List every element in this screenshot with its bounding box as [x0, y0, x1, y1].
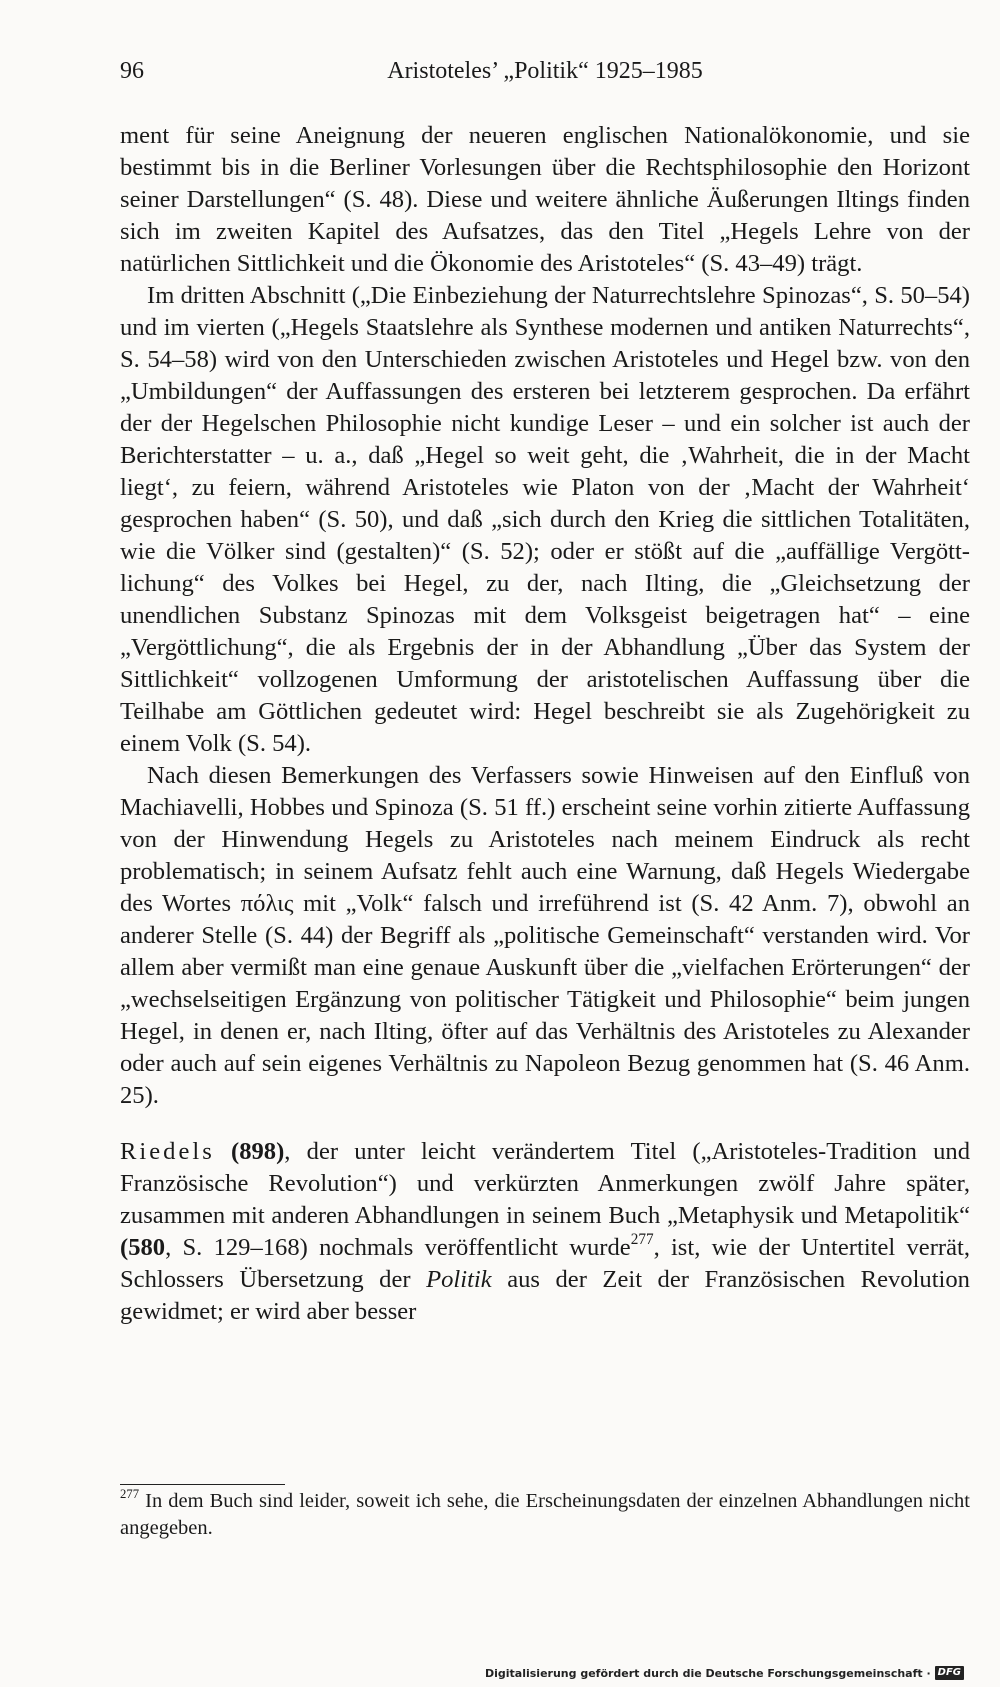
credit-text: Digitalisierung gefördert durch die Deutsche Forschungsgemeinschaft · — [484, 1666, 931, 1680]
footnote — [120, 1488, 970, 1542]
body-text — [120, 120, 970, 1328]
paragraph-4-part-a: , der unter leicht verändertem Titel („Aristoteles-Tradition und Französische Revolution“) und verkürzten Anmerkungen zwölf Jahre später, zusammen mit anderen Abhandlungen in seinem Buch „Metaphysik und Metapolitik“ — [120, 1138, 970, 1229]
paragraph-4-part-c: , ist, wie der Untertitel verrät, Schlossers Übersetzung der — [120, 1234, 970, 1293]
paragraph-4-part-b: , S. 129–168) nochmals veröffentlicht wurde — [165, 1234, 631, 1261]
running-title: Aristoteles’ „Politik“ 1925–1985 — [387, 58, 703, 84]
running-header — [120, 58, 970, 90]
footnote-number: 277 — [120, 1486, 140, 1501]
dfg-logo: DFG — [935, 1666, 964, 1680]
bibliography-ref: (898) — [231, 1138, 285, 1165]
paragraph-2: Im dritten Abschnitt („Die Einbeziehung der Naturrechtslehre Spinozas“, S. 50–54) und im vierten („Hegels Staatslehre als Synthese modernen und antiken Naturrechts“, S. 54–58) wird von den Unterschieden zwischen Aristoteles und Hegel bzw. von den „Umbildungen“ der Auffassungen des ersteren bei letzterem gesprochen. Da erfährt der der Hegelschen Philosophie nicht kundige Leser – und ein solcher ist auch der Berichterstatter – u. a., daß „Hegel so weit geht, die ‚Wahrheit, die in der Macht liegt‘, zu feiern, während Aristoteles wie Platon von der ‚Macht der Wahrheit‘ gesprochen haben“ (S. 50), und daß „sich durch den Krieg die sittlichen Totalitäten, wie die Völker sind (gestalten)“ (S. 52); oder er stößt auf die „auffällige Vergöttlichung“ des Volkes bei Hegel, zu der, nach Ilting, die „Gleichsetzung der unendlichen Substanz Spinozas mit dem Volksgeist beigetragen hat“ – eine „Vergöttlichung“, die als Ergebnis der in der Abhandlung „Über das System der Sittlichkeit“ vollzogenen Umformung der aristotelischen Auffassung über die Teilhabe am Göttlichen gedeutet wird: Hegel beschreibt sie als Zugehörigkeit zu einem Volk (S. 54). — [120, 282, 970, 757]
footnote-marker[interactable]: 277 — [630, 1231, 654, 1249]
paragraph-3: Nach diesen Bemerkungen des Verfassers sowie Hinweisen auf den Einfluß von Machiavelli, Hobbes und Spinoza (S. 51 ff.) erscheint seine vorhin zitierte Auffassung von der Hinwendung Hegels zu Aristoteles nach meinem Eindruck als recht problematisch; in seinem Aufsatz fehlt auch eine Warnung, daß Hegels Wiedergabe des Wortes πόλις mit „Volk“ falsch und irreführend ist (S. 42 Anm. 7), obwohl an anderer Stelle (S. 44) der Begriff als „politische Gemeinschaft“ verstanden wird. Vor allem aber vermißt man eine genaue Auskunft über die „vielfachen Erörterungen“ der „wechselseitigen Ergänzung von politischer Tätigkeit und Philosophie“ beim jungen Hegel, in denen er, nach Ilting, öfter auf das Verhältnis des Aristoteles zu Alexander oder auch auf sein eigenes Verhältnis zu Napoleon Bezug genommen hat (S. 46 Anm. 25). — [120, 762, 970, 1109]
footnote-rule — [120, 1484, 285, 1485]
digitization-credit — [485, 1666, 964, 1680]
paragraph-1: ment für seine Aneignung der neueren englischen Nationalökonomie, und sie bestimmt bis in die Berliner Vorlesungen über die Rechtsphilosophie den Horizont seiner Darstellungen“ (S. 48). Diese und weitere ähnliche Äußerungen Iltings finden sich im zweiten Kapitel des Aufsatzes, das den Titel „Hegels Lehre von der natürlichen Sittlichkeit und die Ökonomie des Aristoteles“ (S. 43–49) trägt. — [120, 122, 970, 277]
paragraph-4 — [120, 1136, 970, 1328]
author-name-riedel: Riedels — [120, 1138, 215, 1165]
page-number: 96 — [120, 58, 144, 84]
footnote-text: In dem Buch sind leider, soweit ich sehe, die Erscheinungsdaten der einzelnen Abhandlungen nicht angegeben. — [120, 1490, 970, 1539]
italic-title: Politik — [426, 1266, 492, 1293]
bibliography-ref-2: (580 — [120, 1234, 166, 1261]
paragraph-4-part-d: aus der Zeit der Französischen Revolution gewidmet; er wird aber besser — [120, 1266, 970, 1325]
